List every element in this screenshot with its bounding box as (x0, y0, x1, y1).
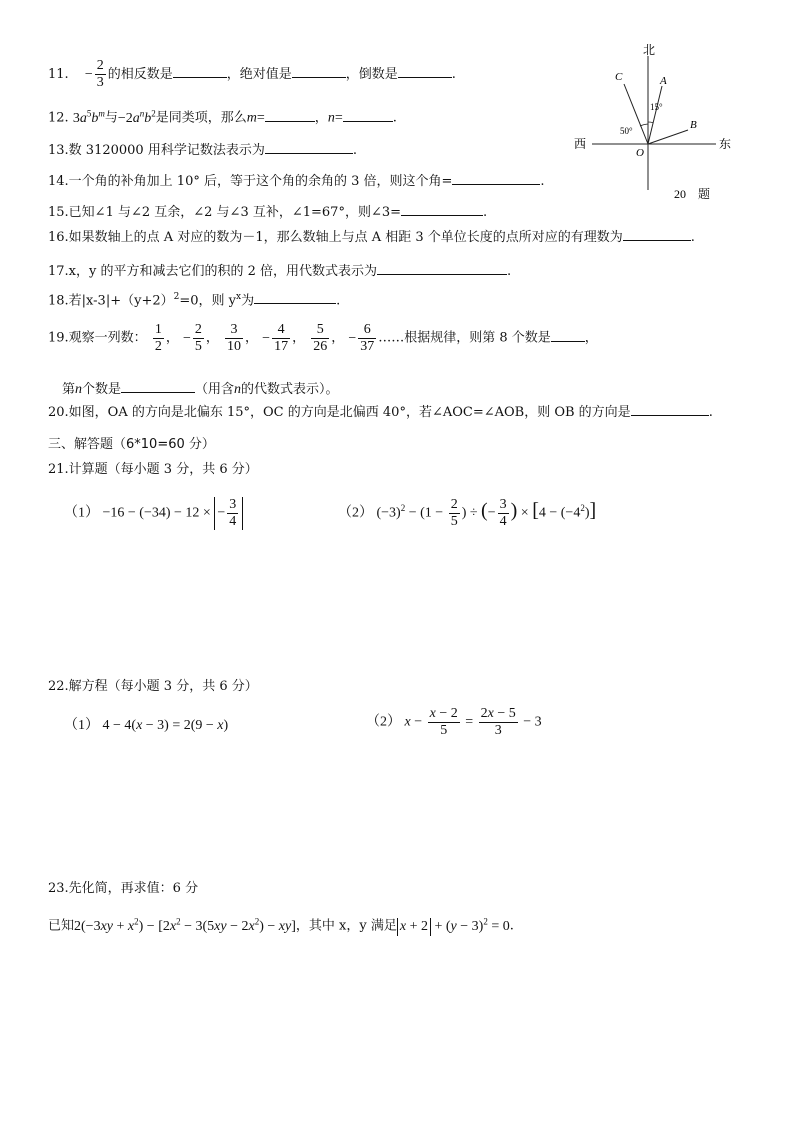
q13-text: 13.数 3120000 用科学记数法表示为 (48, 143, 265, 158)
q19-tail: ， (584, 330, 598, 346)
q18-text: 18.若|x-3|+（y+2） (48, 293, 174, 309)
label-c: C (615, 71, 623, 83)
q11-text3: ，倒数是 (345, 67, 398, 82)
q15-end: . (483, 205, 488, 220)
q13-end: . (352, 143, 357, 158)
q19-sign-4: − (262, 330, 271, 346)
q19-seq-2 (182, 322, 206, 354)
q21-part2: （2） $(-3)^2 - (1$ − $\frac{2}{5}$ ) ÷ (− $\frac{3}{4}$ ) × $[4 - (-4^2)]$ (338, 497, 597, 529)
q14-end: . (540, 174, 545, 189)
q14-line (48, 170, 545, 191)
q19-den-4: 17 (274, 339, 289, 354)
q19-seq-1 (151, 322, 166, 354)
q12-number: 12. (48, 110, 69, 126)
ray-ob (648, 130, 688, 144)
q19-var-n2: n (234, 382, 242, 397)
q17-line (48, 260, 511, 281)
q19-den-3: 10 (227, 339, 242, 354)
ray-oa (648, 86, 662, 144)
q23-end: . (509, 918, 514, 934)
q12-blank1[interactable] (265, 107, 315, 122)
q21-title: 21.计算题（每小题 3 分，共 6 分） (48, 462, 258, 477)
q12-coef-a: 3 (72, 110, 80, 126)
q19-seq-4 (262, 322, 292, 354)
q23-pre: 已知 (48, 918, 75, 934)
q11-neg: − (84, 67, 93, 82)
q20-figure (570, 42, 740, 207)
q22-title: 22.解方程（每小题 3 分，共 6 分） (48, 679, 258, 694)
q12-blank2[interactable] (343, 107, 393, 122)
q15-line (48, 201, 487, 222)
q19-line2 (62, 378, 339, 399)
q11-end: . (451, 67, 456, 82)
q11-line (48, 58, 456, 91)
q18-sup: 2 (173, 292, 180, 302)
q19-den-6: 37 (360, 339, 375, 354)
q12-term1: $3a^5b^m$ (72, 108, 105, 126)
q19-num-1: 1 (154, 322, 162, 337)
q19-post: ……根据规律，则第 8 个数是 (378, 330, 551, 346)
q11-text1: 的相反数是 (107, 67, 173, 82)
q12-eq2: = (334, 110, 343, 126)
angle-arc-15 (648, 122, 653, 123)
q19-line2b: 个数是 (82, 382, 122, 397)
q14-text: 14.一个角的补角加上 10° 后，等于这个角的余角的 3 倍，则这个角= (48, 174, 453, 189)
q19-num-5: 5 (311, 322, 329, 339)
q12-coef-b: −2 (117, 110, 133, 126)
q19-seq-6 (348, 322, 378, 354)
q21-abs: − $\frac{3}{4}$ (214, 497, 243, 530)
q21-p2-label: （2） (338, 505, 373, 521)
q11-blank2[interactable] (292, 63, 346, 78)
q19-num-3: 3 (225, 322, 243, 339)
label-east: 东 (719, 137, 732, 151)
q19-line: 19.观察一列数： $\frac{1}{2}$ ， − $\frac{2}{5}$ ， $\frac{3}{10}$ ， − $\frac{4}{17}$ ， $\frac{5}{26}$ ， − $\frac{6}{37}$ ……根据规律，则第 8 个数是 ， (48, 322, 598, 354)
q17-end: . (507, 264, 512, 279)
q11-text2: ，绝对值是 (226, 67, 292, 82)
q19-var-n1: n (75, 382, 83, 397)
q18-end: . (336, 293, 341, 309)
label-angle-50: 50° (620, 126, 633, 136)
q18-sup2: x (235, 292, 242, 302)
figure-caption: 20 题 (674, 187, 711, 201)
q12-text1: 与 (104, 110, 118, 126)
q11-blank1[interactable] (173, 63, 227, 78)
label-a: A (660, 75, 667, 87)
q19-den-5: 26 (313, 339, 328, 354)
q17-blank[interactable] (377, 260, 507, 275)
q19-seq-3 (223, 322, 245, 354)
q18-blank[interactable] (254, 289, 336, 304)
q12-term2: $-2a^nb^2$ (117, 108, 156, 126)
q19-pre: 19.观察一列数： (48, 330, 147, 346)
angle-arc-50 (640, 124, 648, 126)
q12-var-m: m (246, 110, 257, 126)
q22-part2: （2） x − $\frac{x - 2}{5}$ = $\frac{2x - 5}{3}$ − 3 (366, 706, 542, 738)
q11-fraction (95, 58, 106, 91)
section-3-heading: 三、解答题（6*10=60 分） (48, 437, 215, 452)
q12-line (48, 104, 397, 128)
q16-blank[interactable] (623, 226, 691, 241)
q13-blank[interactable] (265, 139, 353, 154)
q23-condition: $x + 2 + (y - 3)^2 = 0$ (397, 919, 510, 934)
q20-end: . (708, 405, 713, 420)
q19-line2d: 的代数式表示）。 (241, 382, 339, 397)
q19-sign-6: − (348, 330, 357, 346)
q20-text: 20.如图，OA 的方向是北偏东 15°，OC 的方向是北偏西 40°，若∠AOC=∠AOB，则 OB 的方向是 (48, 405, 631, 420)
q22-p2-label: （2） (366, 714, 401, 730)
q19-seq-5 (309, 322, 331, 354)
q17-text: 17.x，y 的平方和减去它们的积的 2 倍，用代数式表示为 (48, 264, 378, 279)
q18-line (48, 288, 340, 310)
q19-num-6: 6 (358, 322, 376, 339)
q11-number: 11. (48, 67, 69, 82)
q12-text3: ， (314, 110, 328, 126)
q19-num-2: 2 (194, 322, 202, 337)
q20-line (48, 401, 713, 422)
q21-part1: （1） −16 − (−34) − 12 × − $\frac{3}{4}$ (64, 497, 243, 530)
q20-blank[interactable] (631, 401, 709, 416)
q12-eq1: = (256, 110, 265, 126)
q19-den-1: 2 (154, 339, 162, 354)
q15-text: 15.已知∠1 与∠2 互余，∠2 与∠3 互补，∠1=67°，则∠3= (48, 205, 402, 220)
q19-den-2: 5 (194, 339, 202, 354)
q19-blank1[interactable] (551, 327, 585, 342)
q15-blank[interactable] (401, 201, 483, 216)
q11-blank3[interactable] (398, 63, 452, 78)
label-b: B (690, 119, 697, 131)
q22-p1-label: （1） (64, 718, 99, 733)
q12-end: . (392, 110, 397, 126)
q22-part1: （1） 4 − 4(x − 3) = 2(9 − x) (64, 718, 229, 733)
q23-body (48, 912, 514, 936)
q23-mid: ，其中 x，y 满足 (295, 918, 397, 934)
label-north: 北 (643, 43, 656, 57)
q19-num-4: 4 (272, 322, 290, 339)
label-west: 西 (574, 137, 587, 151)
label-o: O (636, 147, 644, 159)
q19-blank2[interactable] (121, 378, 195, 393)
q21-p1-label: （1） (64, 505, 99, 521)
q19-line2c: （用含 (195, 382, 235, 397)
q19-sign-2: − (182, 330, 191, 346)
q19-line2a: 第 (62, 382, 76, 397)
q23-title: 23.先化简，再求值：6 分 (48, 881, 199, 896)
q23-expression: $2(-3xy + x^2) - [2x^2 - 3(5xy - 2x^2) - xy]$ (74, 916, 296, 934)
q14-blank[interactable] (452, 170, 540, 185)
q11-num: 2 (96, 58, 104, 73)
q18-text2: =0，则 y (179, 293, 236, 309)
q16-text: 16.如果数轴上的点 A 对应的数为－1，那么数轴上与点 A 相距 3 个单位长度的点所对应的有理数为 (48, 230, 623, 245)
q18-text3: 为 (241, 293, 255, 309)
label-angle-15: 15° (650, 102, 663, 112)
q12-var-n: n (327, 110, 335, 126)
q12-text2: 是同类项，那么 (155, 110, 247, 126)
q16-line (48, 226, 695, 247)
q11-den: 3 (96, 75, 104, 90)
q16-end: . (690, 230, 695, 245)
q13-line (48, 139, 357, 160)
